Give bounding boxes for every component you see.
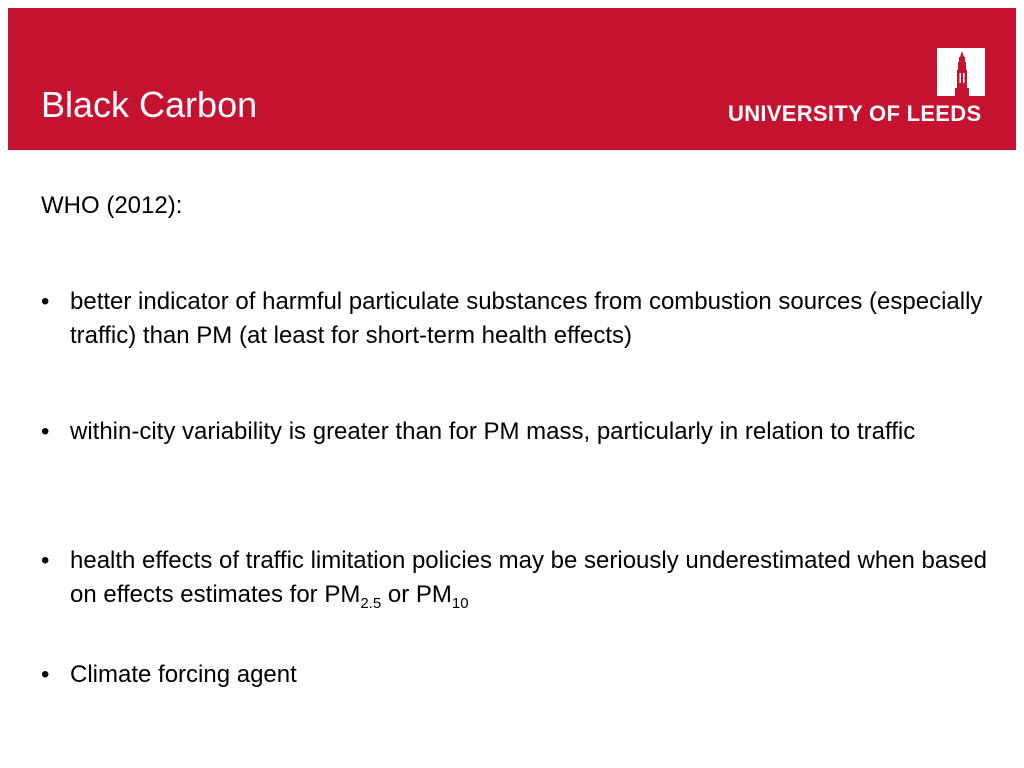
university-tower-icon: [937, 48, 985, 96]
bullet-text-with-subscripts: [70, 544, 1001, 612]
university-logo: [726, 48, 988, 128]
bullet-text: better indicator of harmful particulate substances from combustion sources (especially traffic) than PM (at least for short-term health effects): [70, 288, 983, 349]
bullet-marker: •: [41, 418, 50, 445]
bullet-marker: •: [41, 547, 50, 574]
bullet-marker: •: [41, 661, 50, 688]
bullet-item: [41, 415, 1001, 449]
bullet-marker: •: [41, 288, 50, 315]
university-name: UNIVERSITY OF LEEDS: [728, 101, 982, 126]
subscript-pm10: 10: [451, 595, 469, 612]
slide-title: Black Carbon: [41, 84, 258, 125]
bullet-text-part: or PM: [381, 581, 452, 608]
bullet-item: [41, 544, 1001, 612]
bullet-text: Climate forcing agent: [70, 661, 297, 688]
bullet-text-part: health effects of traffic limitation policies may be seriously underestimated when based on effects estimates for PM: [70, 547, 987, 608]
subscript-pm25: 2.5: [360, 595, 382, 612]
header-bar: [8, 8, 1016, 150]
intro-text: WHO (2012):: [41, 192, 183, 219]
bullet-item: [41, 285, 1001, 353]
bullet-item: [41, 658, 1001, 692]
bullet-text: within-city variability is greater than for PM mass, particularly in relation to traffic: [70, 418, 916, 445]
